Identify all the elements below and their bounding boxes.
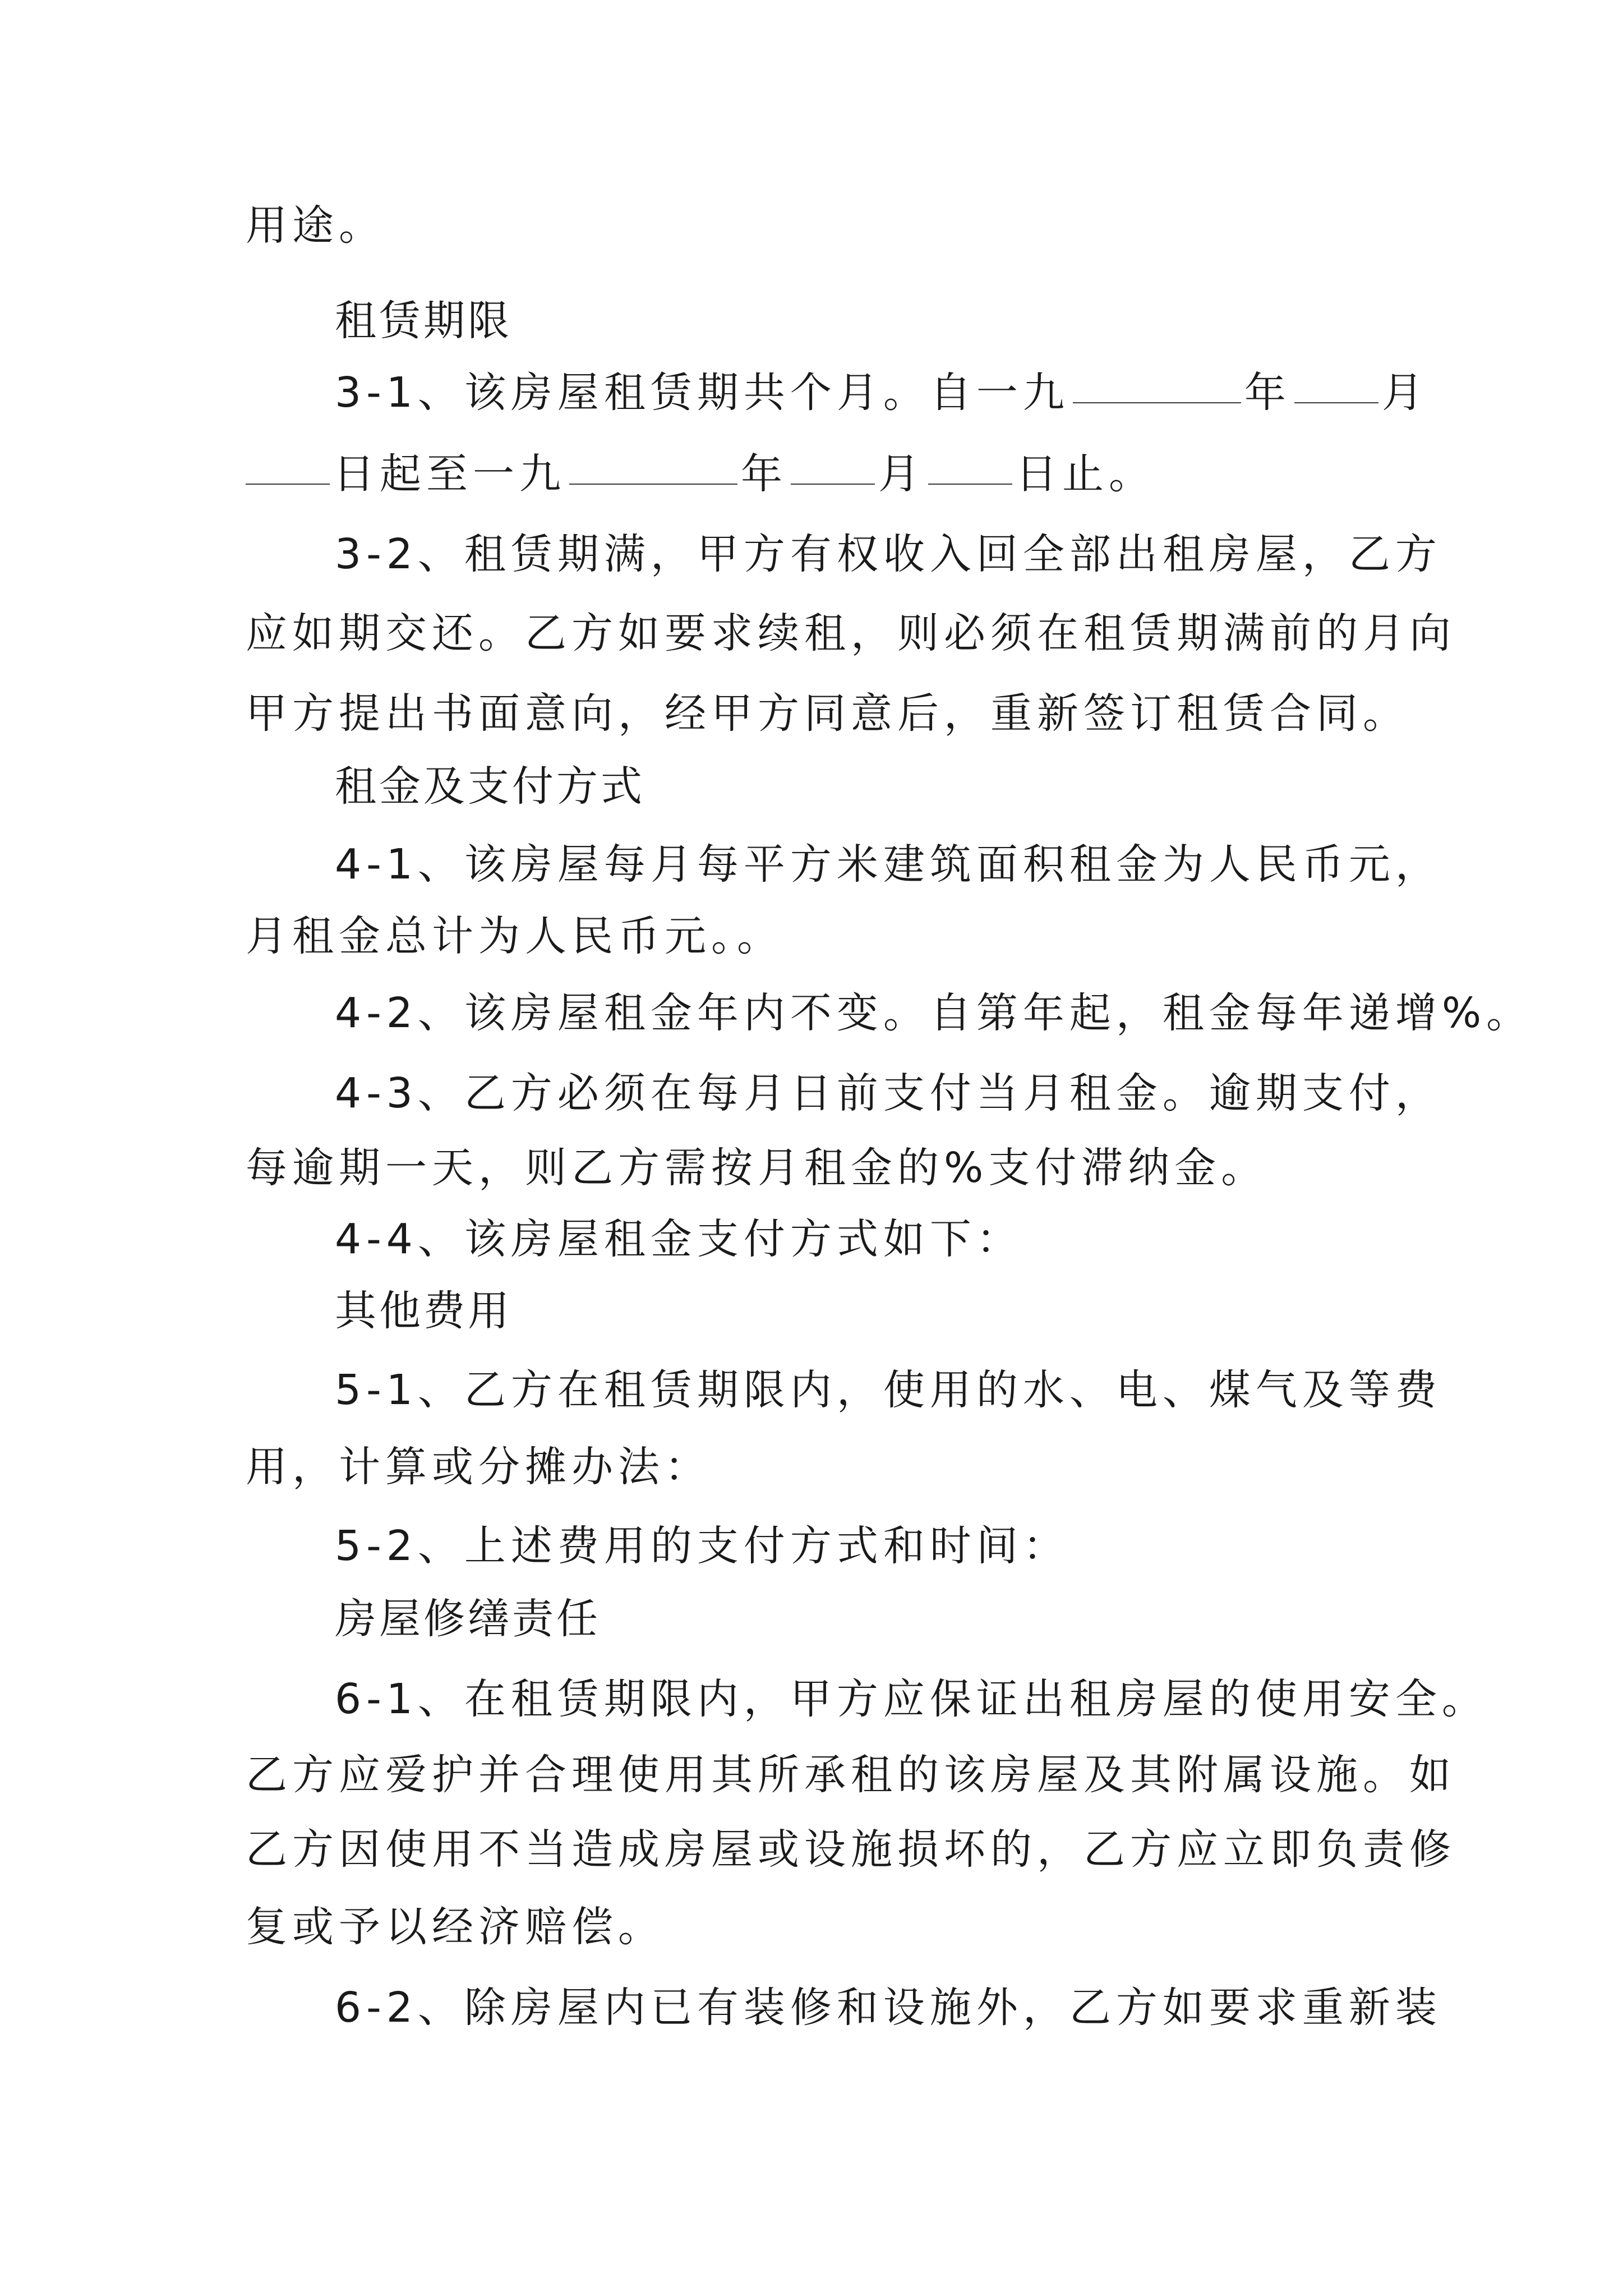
clause-4-1-line-1: 4-1、该房屋每月每平方米建筑面积租金为人民币元， <box>335 840 1442 889</box>
paragraph-line: 用途。 <box>246 201 385 250</box>
year-label: 年 <box>1244 369 1291 417</box>
clause-4-4: 4-4、该房屋租金支付方式如下： <box>335 1215 1023 1263</box>
clause-6-2-line-1: 6-2、除房屋内已有装修和设施外，乙方如要求重新装 <box>335 1984 1442 2032</box>
month-label: 月 <box>878 450 925 498</box>
clause-6-1-line-4: 复或予以经济赔偿。 <box>246 1903 665 1951</box>
blank-year-start <box>1073 402 1241 403</box>
clause-3-2-line-1: 3-2、租赁期满，甲方有权收入回全部出租房屋，乙方 <box>335 530 1442 578</box>
section-heading-repair: 房屋修缮责任 <box>335 1595 601 1643</box>
clause-4-2: 4-2、该房屋租金年内不变。自第年起，租金每年递增%。 <box>335 989 1533 1037</box>
clause-3-1-text: 日止。 <box>1016 450 1155 498</box>
month-label: 月 <box>1381 369 1428 417</box>
clause-5-2: 5-2、上述费用的支付方式和时间： <box>335 1522 1069 1570</box>
clause-5-1-line-1: 5-1、乙方在租赁期限内，使用的水、电、煤气及等费 <box>335 1366 1442 1414</box>
blank-day-start <box>246 484 330 485</box>
clause-3-1-line-2 <box>246 450 1155 498</box>
blank-month-end <box>791 484 875 485</box>
clause-4-3-line-1: 4-3、乙方必须在每月日前支付当月租金。逾期支付， <box>335 1069 1442 1117</box>
clause-6-1-line-2: 乙方应爱护并合理使用其所承租的该房屋及其附属设施。如 <box>246 1751 1456 1799</box>
section-heading-other-fees: 其他费用 <box>335 1287 512 1335</box>
section-heading-rent-payment: 租金及支付方式 <box>335 762 645 811</box>
clause-6-1-line-1: 6-1、在租赁期限内，甲方应保证出租房屋的使用安全。 <box>335 1675 1488 1723</box>
section-heading-lease-term: 租赁期限 <box>335 297 512 345</box>
clause-3-1-text: 日起至一九 <box>333 450 566 498</box>
clause-3-1-text: 3-1、该房屋租赁期共个月。自一九 <box>335 369 1069 417</box>
blank-month-start <box>1294 402 1378 403</box>
clause-4-3-line-2: 每逾期一天，则乙方需按月租金的%支付滞纳金。 <box>246 1144 1268 1192</box>
clause-4-1-line-2: 月租金总计为人民币元。。 <box>246 912 783 960</box>
clause-5-1-line-2: 用，计算或分摊办法： <box>246 1443 711 1491</box>
blank-year-end <box>569 484 737 485</box>
clause-6-1-line-3: 乙方因使用不当造成房屋或设施损坏的，乙方应立即负责修 <box>246 1825 1456 1874</box>
clause-3-1-line-1 <box>335 369 1428 417</box>
clause-3-2-line-2: 应如期交还。乙方如要求续租，则必须在租赁期满前的月向 <box>246 609 1456 657</box>
year-label: 年 <box>741 450 787 498</box>
blank-day-end <box>928 484 1012 485</box>
clause-3-2-line-3: 甲方提出书面意向，经甲方同意后，重新签订租赁合同。 <box>246 689 1409 738</box>
